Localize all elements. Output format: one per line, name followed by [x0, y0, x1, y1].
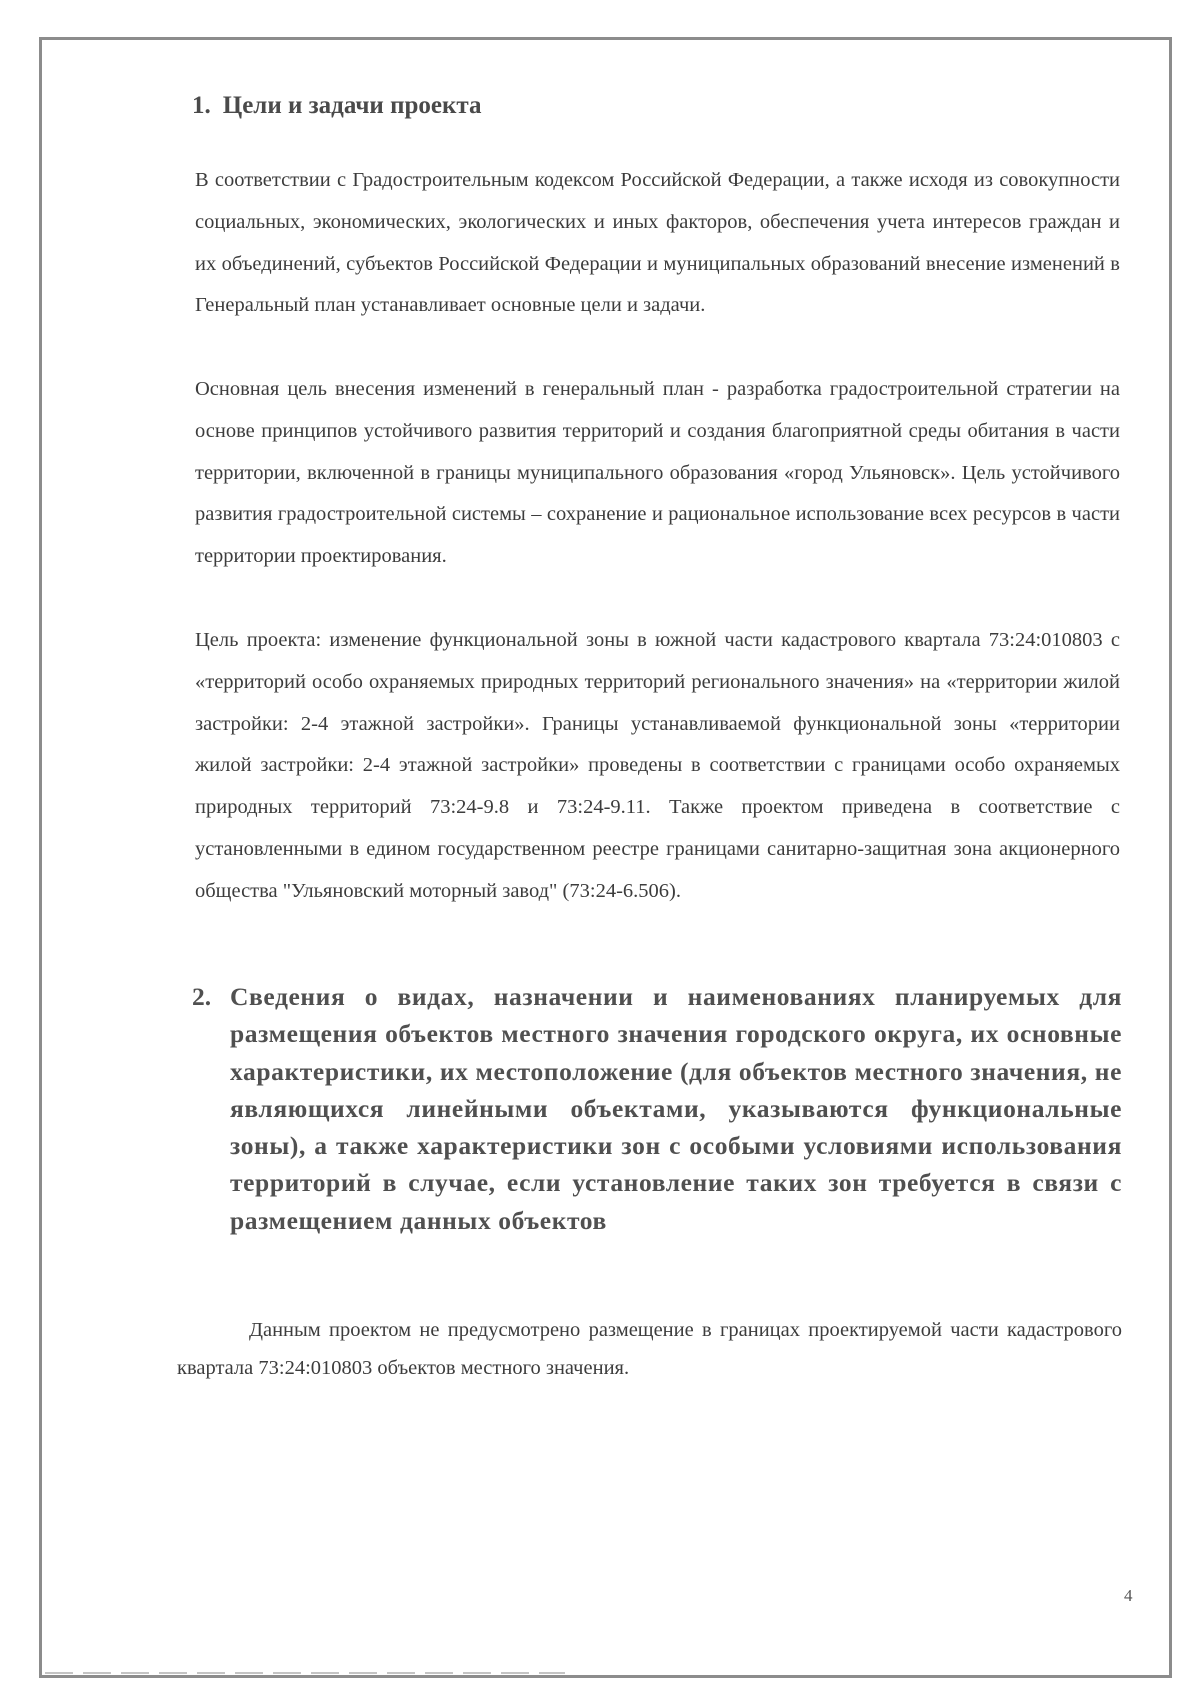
- section-1-paragraph-2: Основная цель внесения изменений в генеральный план - разработка градостроительной стратегии на основе принципов устойчивого развития территорий и создания благоприятной среды обитания в части территории, включенной в границы муниципального образования «город Ульяновск». Цель устойчивого развития градостроительной системы – сохранение и рациональное использование всех ресурсов в части территории проектирования.: [195, 378, 1120, 568]
- section-2-heading: [192, 978, 1122, 1239]
- section-1-paragraph-1: В соответствии с Градостроительным кодексом Российской Федерации, а также исходя из совокупности социальных, экономических, экологических и иных факторов, обеспечения учета интересов граждан и их объединений, субъектов Российской Федерации и муниципальных образований внесение изменений в Генеральный план устанавливает основные цели и задачи.: [195, 169, 1120, 317]
- section-1-title: Цели и задачи проекта: [222, 92, 482, 119]
- section-2-title: Сведения о видах, назначении и наименованиях планируемых для размещения объектов местного значения городского округа, их основные характеристики, их местоположение (для объектов местного значения, не являющихся линейными объектами, указываются функциональные зоны), а также характеристики зон с особыми условиями использования территорий в случае, если установление таких зон требуется в связи с размещением данных объектов: [230, 982, 1122, 1235]
- scan-artifact-line: [45, 1672, 565, 1674]
- section-1-number: 1.: [192, 92, 211, 119]
- section-2-paragraph: Данным проектом не предусмотрено размещение в границах проектируемой части кадастрового квартала 73:24:010803 объектов местного значения.: [177, 1319, 1122, 1379]
- page-number: 4: [1124, 1586, 1133, 1605]
- section-1-paragraph-3: Цель проекта: изменение функциональной зоны в южной части кадастрового квартала 73:24:010803 с «территорий особо охраняемых природных территорий регионального значения» на «территории жилой застройки: 2-4 этажной застройки». Границы устанавливаемой функциональной зоны «территории жилой застройки: 2-4 этажной застройки» проведены в соответствии с границами особо охраняемых природных территорий 73:24-9.8 и 73:24-9.11. Также проектом приведена в соответствие с установленными в едином государственном реестре границами санитарно-защитная зона акционерного общества "Ульяновский моторный завод" (73:24-6.506).: [195, 629, 1120, 902]
- section-2-number: 2.: [192, 982, 212, 1011]
- section-1-heading: [192, 92, 481, 120]
